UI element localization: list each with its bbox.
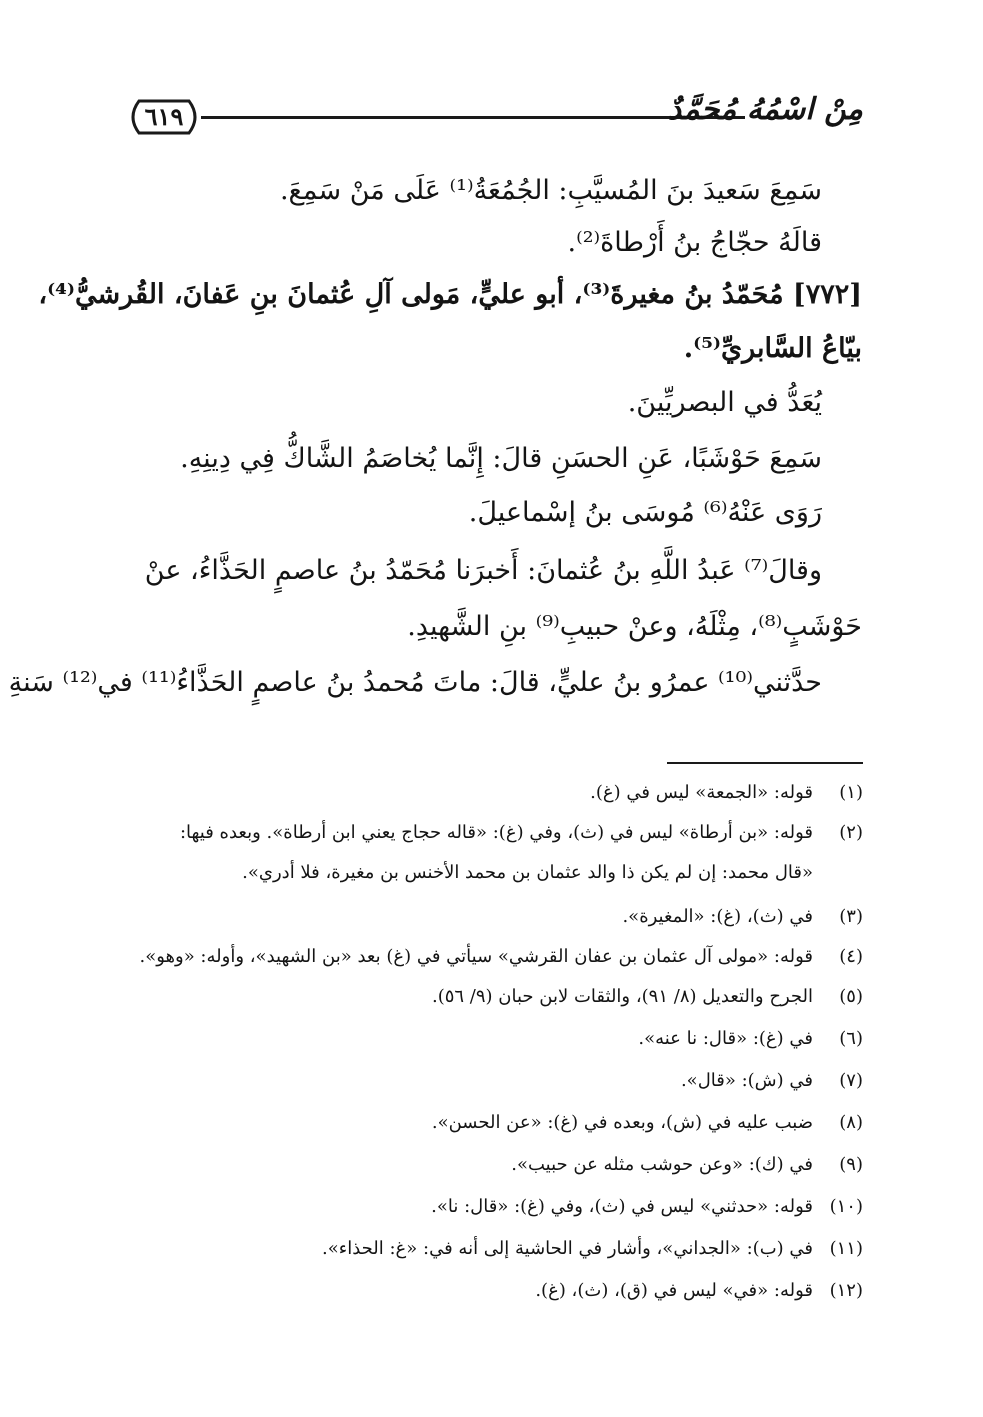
footnote-text: في (غ): «قال: نا عنه».	[638, 1028, 813, 1049]
footnote	[118, 1112, 863, 1144]
footnote-separator	[667, 762, 863, 764]
running-title: مِنْ اسْمُهُ مُحَمَّدٌ	[667, 92, 863, 127]
footnote	[118, 986, 863, 1018]
footnote-continuation: «قال محمد: إن لم يكن ذا والد عثمان بن محمد الأخنس بن مغيرة، فلا أدري».	[242, 862, 813, 883]
footnote	[118, 1070, 863, 1102]
footnote-text: الجرح والتعديل (٨/ ٩١)، والثقات لابن حبان (٩/ ٥٦).	[431, 986, 813, 1007]
footnote-number: (٧)	[839, 1070, 863, 1091]
footnote-number: (٩)	[839, 1154, 863, 1175]
body-line: سَمِعَ حَوْشَبًا، عَنِ الحسَنِ قالَ: إِنَّما يُخاصَمُ الشَّاكُّ فِي دِينِهِ.	[180, 443, 822, 474]
page-number-badge	[125, 98, 203, 136]
footnote-number: (١٠)	[829, 1196, 863, 1217]
footnote-text: قوله: «حدثني» ليس في (ث)، وفي (غ): «قال: نا».	[431, 1196, 813, 1217]
footnote	[118, 1028, 863, 1060]
body-line: وقالَ⁽⁷⁾ عَبدُ اللَّهِ بنُ عُثمانَ: أَخبرَنا مُحَمّدُ بنُ عاصمٍ الحَذَّاءُ، عنْ	[144, 555, 822, 586]
page-number: ٦١٩	[144, 102, 184, 131]
footnote-number: (٣)	[839, 906, 863, 927]
footnote-text: في (ث)، (غ): «المغيرة».	[622, 906, 813, 927]
footnote-number: (٦)	[839, 1028, 863, 1049]
footnote-text: ضبب عليه في (ش)، وبعده في (غ): «عن الحسن».	[431, 1112, 813, 1133]
footnote	[118, 822, 863, 854]
footnote	[118, 782, 863, 814]
footnote	[118, 1154, 863, 1186]
footnote	[118, 906, 863, 938]
footnote-text: قوله: «في» ليس في (ق)، (ث)، (غ).	[535, 1280, 813, 1301]
footnote-number: (٨)	[839, 1112, 863, 1133]
entry-heading-line: [٧٧٢] مُحَمّدُ بنُ مغيرةَ⁽³⁾، أبو عليٍّ، مَولى آلِ عُثمانَ بنِ عَفانَ، القُرشيُّ⁽⁴⁾،	[38, 279, 862, 310]
footnote-text: قوله: «بن أرطاة» ليس في (ث)، وفي (غ): «قاله حجاج يعني ابن أرطاة». وبعده فيها:	[179, 822, 813, 843]
body-line: يُعَدُّ في البصريِّينَ.	[627, 387, 822, 418]
body-line: حدَّثني⁽¹⁰⁾ عمرُو بنُ عليٍّ، قالَ: ماتَ مُحمدُ بنُ عاصمٍ الحَذَّاءُ⁽¹¹⁾ في⁽¹²⁾ سَنةِ	[8, 667, 822, 698]
footnote	[118, 1238, 863, 1270]
footnote-number: (١٢)	[829, 1280, 863, 1301]
footnote-number: (٤)	[839, 946, 863, 967]
footnote-text: قوله: «مولى آل عثمان بن عفان القرشي» سيأتي في (غ) بعد «بن الشهيد»، وأوله: «وهو».	[139, 946, 813, 967]
footnote-text: في (ش): «قال».	[680, 1070, 813, 1091]
footnote	[118, 1196, 863, 1228]
body-line: قالَهُ حجّاجُ بنُ أَرْطاةَ⁽²⁾.	[567, 227, 822, 258]
page-header	[125, 92, 863, 142]
footnote-text: في (ب): «الجداني»، وأشار في الحاشية إلى أنه في: «غ: الحذاء».	[322, 1238, 813, 1259]
footnote-number: (١١)	[829, 1238, 863, 1259]
entry-heading-line: بيّاعُ السَّابريِّ⁽⁵⁾.	[683, 333, 862, 364]
footnote-text: في (ك): «وعن حوشب مثله عن حبيب».	[511, 1154, 813, 1175]
body-line: سَمِعَ سَعيدَ بنَ المُسيَّبِ: الجُمُعَةُ⁽¹⁾ عَلَى مَنْ سَمِعَ.	[279, 175, 822, 206]
header-rule	[201, 116, 745, 119]
footnote-text: قوله: «الجمعة» ليس في (غ).	[590, 782, 813, 803]
body-line: رَوَى عَنْهُ⁽⁶⁾ مُوسَى بنُ إسْماعيلَ.	[468, 497, 822, 528]
footnote-number: (٢)	[839, 822, 863, 843]
body-line: حَوْشَبٍ⁽⁸⁾، مِثْلَهُ، وعنْ حبيبِ⁽⁹⁾ بنِ الشَّهيدِ.	[407, 611, 862, 642]
footnote	[118, 1280, 863, 1312]
footnote-number: (٥)	[839, 986, 863, 1007]
footnote-number: (١)	[839, 782, 863, 803]
footnote	[118, 946, 863, 978]
